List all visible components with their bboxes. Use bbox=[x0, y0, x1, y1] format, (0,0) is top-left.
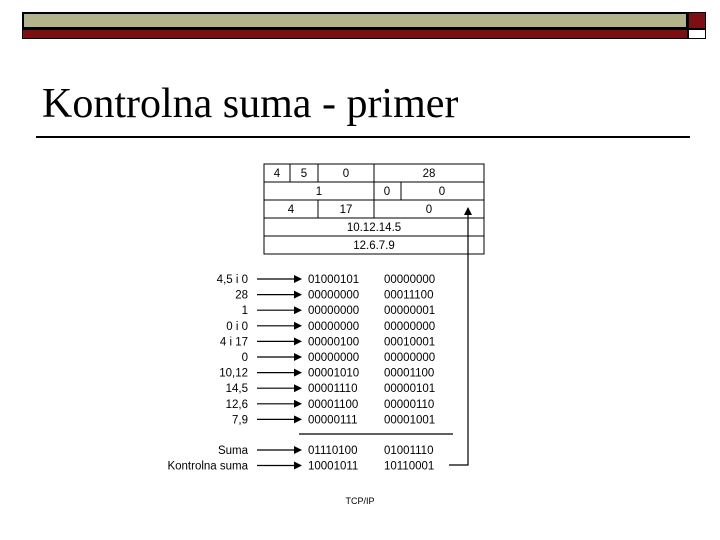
row-label: 14,5 bbox=[225, 383, 248, 396]
header-cell-version: 4 bbox=[273, 168, 281, 180]
row-label: 28 bbox=[235, 289, 248, 302]
row-low-byte: 00000000 bbox=[384, 274, 436, 286]
row-label: 10,12 bbox=[219, 367, 248, 380]
row-label: 0 bbox=[241, 352, 248, 364]
header-cell-destination-address: 12.6.7.9 bbox=[353, 240, 395, 252]
row-high-byte: 00001010 bbox=[308, 367, 360, 380]
row-label: Suma bbox=[217, 445, 248, 457]
header-cell-identification: 1 bbox=[315, 186, 323, 198]
row-high-byte: 00001100 bbox=[308, 398, 359, 411]
row-high-byte: 00000000 bbox=[308, 352, 360, 364]
row-label: 4,5 i 0 bbox=[216, 274, 248, 286]
header-cell-checksum: 0 bbox=[425, 204, 433, 216]
row-high-byte: 00000111 bbox=[308, 414, 358, 427]
row-low-byte: 00000110 bbox=[384, 398, 435, 411]
row-high-byte: 00001110 bbox=[308, 383, 358, 396]
row-low-byte: 00000101 bbox=[384, 383, 436, 396]
row-high-byte: 00000000 bbox=[308, 289, 360, 302]
row-label: Kontrolna suma bbox=[167, 460, 248, 473]
row-label: 4 i 17 bbox=[219, 336, 248, 349]
row-label: 0 i 0 bbox=[226, 320, 248, 333]
row-low-byte: 01001110 bbox=[384, 445, 434, 457]
row-low-byte: 00000000 bbox=[384, 320, 436, 333]
row-low-byte: 00001100 bbox=[384, 367, 435, 380]
row-high-byte: 10001011 bbox=[308, 460, 359, 473]
row-low-byte: 00000001 bbox=[384, 305, 436, 318]
row-low-byte: 00010001 bbox=[384, 336, 436, 349]
checksum-rows bbox=[167, 274, 435, 473]
header-cell-protocol: 17 bbox=[339, 204, 353, 216]
row-high-byte: 00000100 bbox=[308, 336, 360, 349]
header-cell-ihl: 5 bbox=[300, 168, 308, 180]
row-low-byte: 00001001 bbox=[384, 414, 436, 427]
row-low-byte: 00000000 bbox=[384, 352, 436, 364]
row-low-byte: 10110001 bbox=[384, 460, 435, 473]
header-cell-flags: 0 bbox=[383, 186, 391, 198]
row-high-byte: 00000000 bbox=[308, 320, 360, 333]
feedback-arrow bbox=[449, 208, 468, 465]
header-cell-ttl: 4 bbox=[287, 204, 295, 216]
header-cell-tos: 0 bbox=[342, 168, 350, 180]
row-high-byte: 01000101 bbox=[308, 274, 360, 286]
footer-text: TCP/IP bbox=[345, 496, 375, 506]
header-cell-total-length: 28 bbox=[422, 168, 436, 180]
row-label: 12,6 bbox=[225, 398, 248, 411]
slide-title: Kontrolna suma - primer bbox=[42, 81, 459, 127]
header-cell-fragment-offset: 0 bbox=[438, 186, 446, 198]
row-low-byte: 00011100 bbox=[384, 289, 434, 302]
row-high-byte: 01110100 bbox=[308, 445, 358, 457]
row-label: 7,9 bbox=[232, 414, 248, 427]
header-cell-source-address: 10.12.14.5 bbox=[346, 222, 402, 234]
row-high-byte: 00000000 bbox=[308, 305, 360, 318]
row-label: 1 bbox=[241, 305, 248, 318]
